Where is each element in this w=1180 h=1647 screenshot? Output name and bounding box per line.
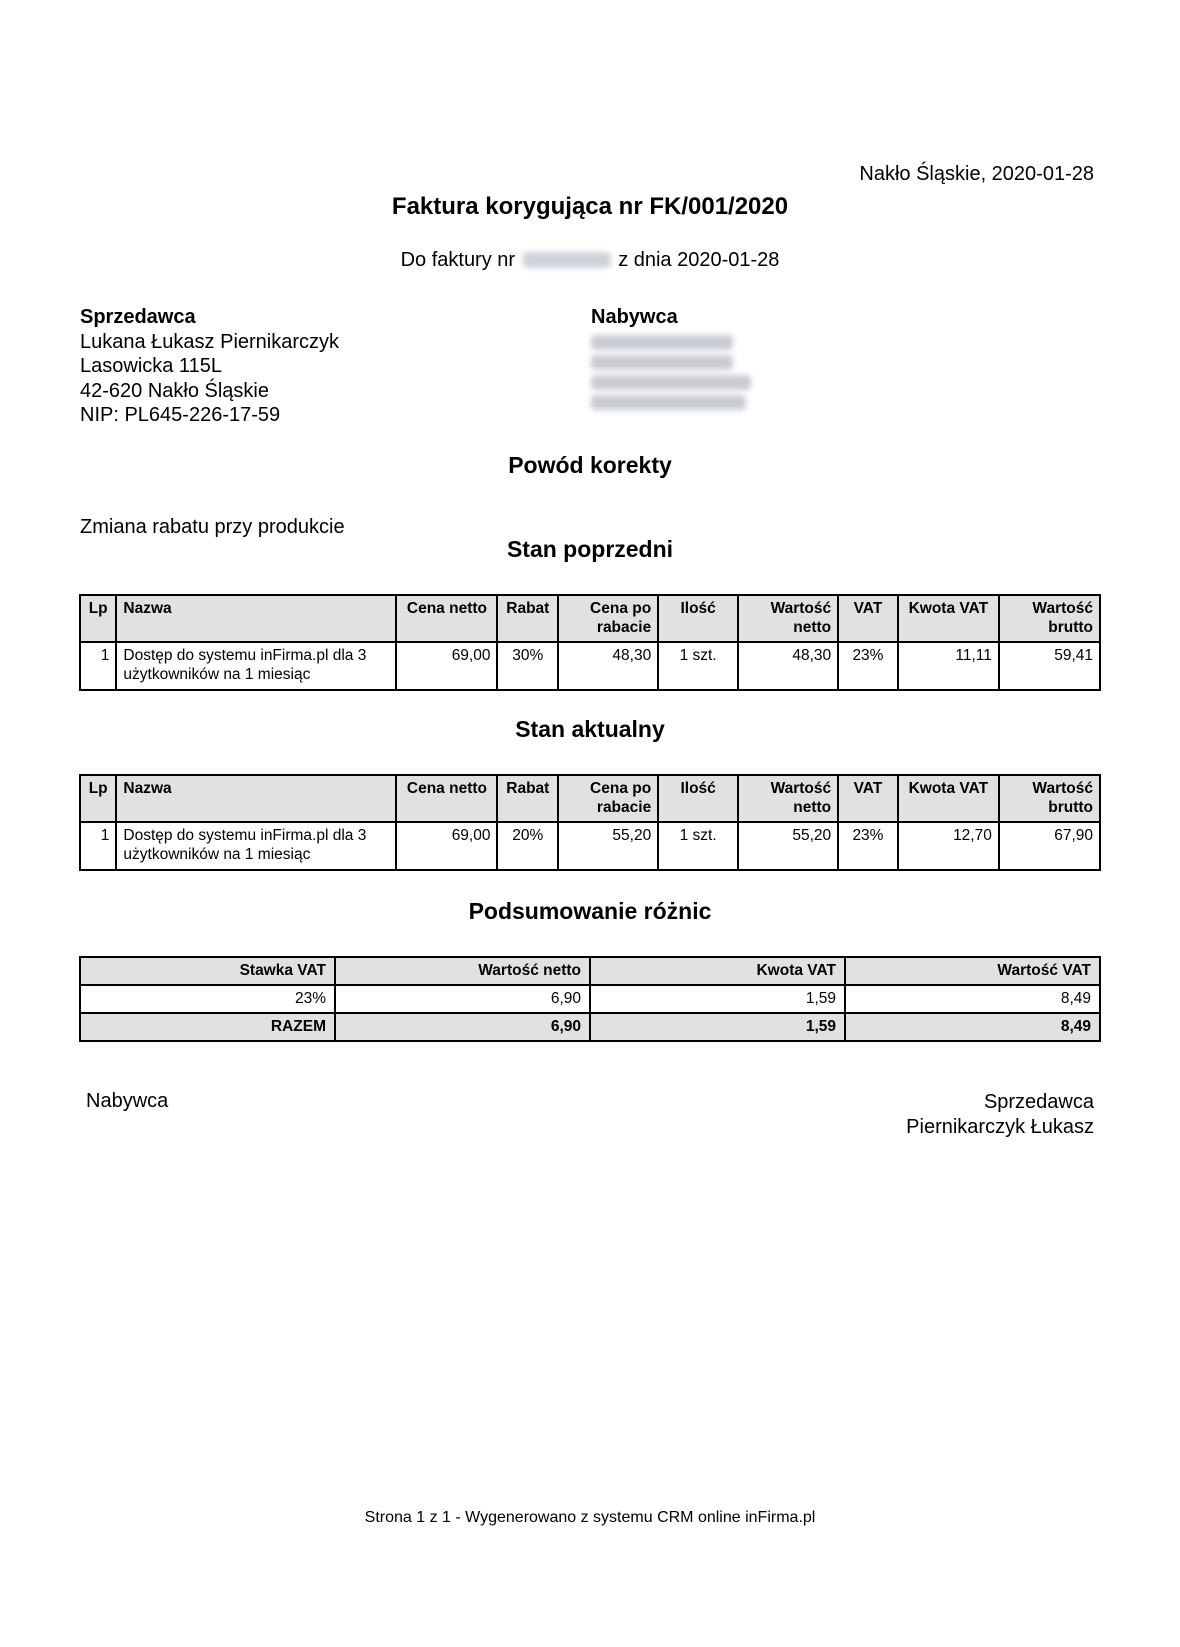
seller-signature-name: Piernikarczyk Łukasz — [906, 1116, 1094, 1138]
summary-table — [79, 956, 1101, 1042]
seller-heading: Sprzedawca — [80, 306, 196, 328]
redacted-buyer-street — [591, 355, 733, 370]
previous-state-title: Stan poprzedni — [506, 536, 674, 562]
col-qty: Ilość — [658, 595, 738, 642]
col-lp: Lp — [80, 775, 116, 822]
invoice-reference — [0, 249, 1180, 272]
redacted-buyer-name — [591, 335, 733, 350]
cell-vat: 23% — [838, 642, 898, 690]
col-qty: Ilość — [658, 775, 738, 822]
summary-cell-vat-amount: 1,59 — [590, 985, 845, 1013]
seller-city: 42-620 Nakło Śląskie — [80, 379, 269, 402]
document-title: Faktura korygująca nr FK/001/2020 — [391, 193, 789, 220]
summary-col-vat-value: Wartość VAT — [845, 957, 1100, 985]
reason-title: Powód korekty — [508, 452, 672, 478]
redacted-buyer-city — [591, 375, 751, 390]
col-gross-value: Wartość brutto — [999, 775, 1100, 822]
col-vat: VAT — [838, 595, 898, 642]
seller-name: Lukana Łukasz Piernikarczyk — [80, 330, 340, 353]
buyer-signature: Nabywca — [86, 1090, 169, 1112]
cell-qty: 1 szt. — [658, 642, 738, 690]
summary-total-row — [80, 1013, 1100, 1041]
cell-discount: 30% — [497, 642, 558, 690]
reference-suffix: z dnia 2020-01-28 — [618, 249, 780, 271]
col-price-after: Cena po rabacie — [558, 595, 658, 642]
summary-col-vat-rate: Stawka VAT — [80, 957, 335, 985]
redacted-invoice-number — [523, 252, 611, 268]
current-state-table — [79, 774, 1101, 871]
col-vat-amount: Kwota VAT — [898, 775, 999, 822]
cell-vat-amount: 12,70 — [898, 822, 999, 870]
cell-vat: 23% — [838, 822, 898, 870]
cell-name: Dostęp do systemu inFirma.pl dla 3 użytkowników na 1 miesiąc — [116, 822, 396, 870]
current-state-title: Stan aktualny — [515, 716, 665, 742]
cell-lp: 1 — [80, 642, 116, 690]
table-row — [80, 985, 1100, 1013]
summary-cell-vat-rate: 23% — [80, 985, 335, 1013]
buyer-heading: Nabywca — [591, 306, 678, 328]
seller-nip: NIP: PL645-226-17-59 — [80, 404, 281, 426]
summary-cell-net-value: 6,90 — [335, 985, 590, 1013]
col-name: Nazwa — [116, 775, 396, 822]
cell-discount: 20% — [497, 822, 558, 870]
col-vat: VAT — [838, 775, 898, 822]
col-discount: Rabat — [497, 595, 558, 642]
summary-total-net: 6,90 — [335, 1013, 590, 1041]
col-vat-amount: Kwota VAT — [898, 595, 999, 642]
col-discount: Rabat — [497, 775, 558, 822]
redacted-buyer-nip — [591, 395, 746, 410]
previous-state-table — [79, 594, 1101, 691]
seller-signature — [906, 1090, 1094, 1140]
cell-name: Dostęp do systemu inFirma.pl dla 3 użytkowników na 1 miesiąc — [116, 642, 396, 690]
cell-net-value: 48,30 — [738, 642, 838, 690]
col-gross-value: Wartość brutto — [999, 595, 1100, 642]
cell-gross-value: 67,90 — [999, 822, 1100, 870]
cell-vat-amount: 11,11 — [898, 642, 999, 690]
summary-title: Podsumowanie różnic — [468, 898, 712, 924]
col-lp: Lp — [80, 595, 116, 642]
seller-street: Lasowicka 115L — [80, 355, 222, 377]
cell-gross-value: 59,41 — [999, 642, 1100, 690]
col-net-value: Wartość netto — [738, 775, 838, 822]
summary-cell-vat-value: 8,49 — [845, 985, 1100, 1013]
table-header-row — [80, 775, 1100, 822]
summary-header-row — [80, 957, 1100, 985]
summary-total-label: RAZEM — [80, 1013, 335, 1041]
table-header-row — [80, 595, 1100, 642]
place-date: Nakło Śląskie, 2020-01-28 — [859, 163, 1094, 185]
col-net-price: Cena netto — [396, 595, 497, 642]
cell-lp: 1 — [80, 822, 116, 870]
cell-net-value: 55,20 — [738, 822, 838, 870]
cell-net-price: 69,00 — [396, 642, 497, 690]
summary-total-vat-amount: 1,59 — [590, 1013, 845, 1041]
col-name: Nazwa — [116, 595, 396, 642]
page-footer: Strona 1 z 1 - Wygenerowano z systemu CRM online inFirma.pl — [364, 1509, 816, 1526]
cell-price-after: 48,30 — [558, 642, 658, 690]
buyer-block — [591, 305, 751, 414]
summary-total-vat-value: 8,49 — [845, 1013, 1100, 1041]
summary-col-vat-amount: Kwota VAT — [590, 957, 845, 985]
cell-price-after: 55,20 — [558, 822, 658, 870]
col-net-price: Cena netto — [396, 775, 497, 822]
summary-col-net-value: Wartość netto — [335, 957, 590, 985]
col-net-value: Wartość netto — [738, 595, 838, 642]
seller-signature-label: Sprzedawca — [983, 1091, 1094, 1113]
table-row — [80, 822, 1100, 870]
reference-prefix: Do faktury nr — [400, 249, 516, 271]
col-price-after: Cena po rabacie — [558, 775, 658, 822]
cell-net-price: 69,00 — [396, 822, 497, 870]
table-row — [80, 642, 1100, 690]
seller-block — [80, 305, 339, 428]
reason-text: Zmiana rabatu przy produkcie — [80, 516, 345, 538]
cell-qty: 1 szt. — [658, 822, 738, 870]
